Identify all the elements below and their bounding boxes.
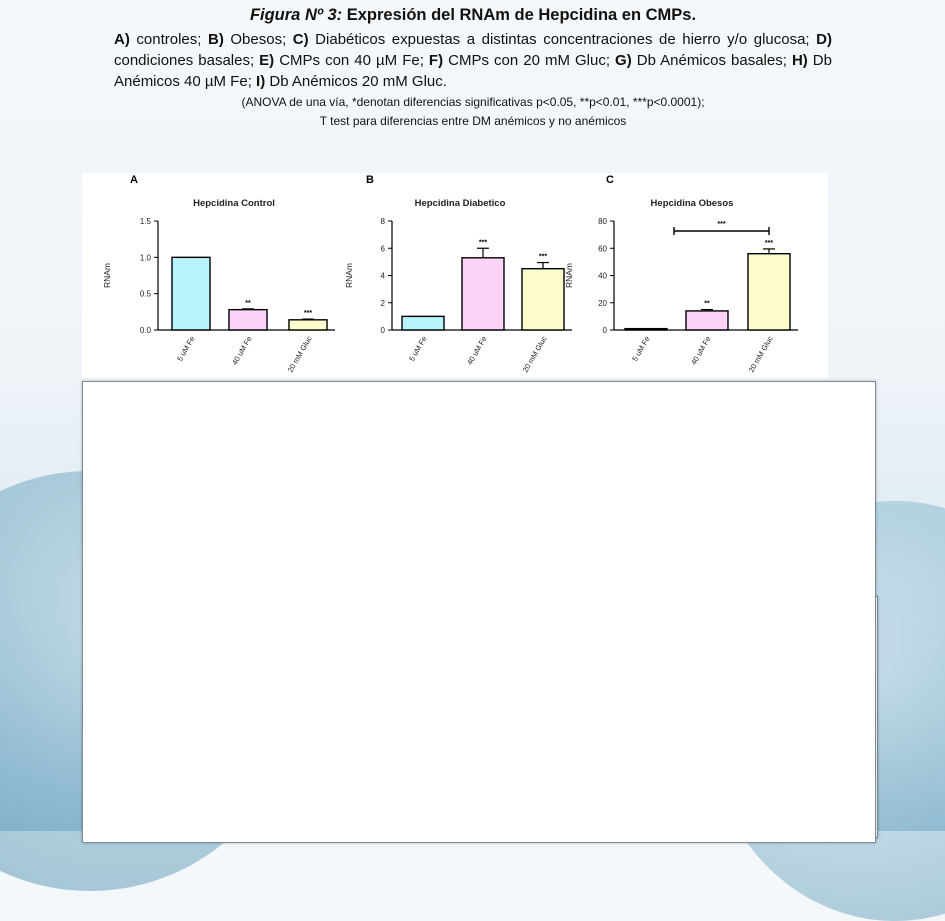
chart-b-ytick-label: 8: [380, 217, 385, 226]
chart-a-panel-letter: A: [130, 174, 138, 186]
caption-part-b: Obesos;: [223, 31, 293, 48]
chart-a-ytick-label: 1.0: [139, 253, 151, 263]
chart-c-ytick-label: 20: [598, 298, 607, 308]
chart-b-ytick-label: 4: [380, 271, 385, 281]
caption-title: [114, 4, 832, 26]
chart-a-ytick-label: 1.5: [139, 217, 151, 226]
figure-label: Figura Nº 3:: [249, 6, 343, 24]
chart-a-ytick-label: 0.0: [139, 326, 151, 335]
chart-c-category-label: 5 uM Fe: [630, 334, 652, 363]
caption-key-b: B): [207, 31, 224, 48]
caption-part-c: Diabéticos expuestas a distintas concentraciones de hierro y/o glucosa;: [308, 31, 817, 48]
caption-key-f: F): [428, 52, 444, 69]
chart-a-bar: [172, 257, 210, 330]
chart-a-significance-label: **: [245, 299, 251, 307]
caption-key-i: I): [256, 73, 266, 90]
caption-part-g: Db Anémicos basales;: [631, 52, 792, 69]
chart-c-category-label: 20 mM Gluc: [746, 334, 775, 375]
chart-c-ylabel: RNAm: [564, 262, 574, 289]
caption-key-a: A): [114, 31, 130, 48]
chart-c-panel-letter: C: [606, 174, 614, 186]
chart-a-significance-label: ***: [303, 310, 313, 318]
chart-b-ytick-label: 2: [380, 298, 385, 308]
chart-a-category-label: 20 mM Gluc: [285, 334, 314, 375]
caption-key-c: C): [292, 31, 309, 48]
chart-c-ytick-label: 0: [602, 326, 607, 335]
chart-b-significance-label: ***: [538, 253, 548, 261]
charts-strip: [82, 173, 828, 378]
chart-a-bar: [229, 310, 267, 330]
chart-b-category-label: 40 uM Fe: [465, 334, 489, 367]
chart-b-panel-letter: B: [366, 174, 374, 186]
caption-part-i: Db Anémicos 20 mM Gluc.: [265, 73, 447, 90]
chart-b-category-label: 20 mM Gluc: [520, 334, 549, 375]
blank-panel-front: [82, 381, 876, 843]
caption-part-f: CMPs con 20 mM Gluc;: [443, 52, 616, 69]
chart-c-bar: [748, 254, 790, 330]
chart-a-category-label: 5 uM Fe: [175, 334, 197, 363]
chart-b-ytick-label: 0: [380, 326, 385, 335]
charts-svg: [82, 173, 828, 378]
figure-caption: [114, 4, 832, 130]
caption-key-e: E): [259, 52, 275, 69]
caption-note-ttest: T test para diferencias entre DM anémicos y no anémicos: [319, 114, 627, 128]
chart-b-bar: [402, 316, 444, 330]
caption-part-h: Db Anémicos 40 µM Fe;: [114, 52, 832, 90]
chart-b-ylabel: RNAm: [344, 262, 354, 289]
chart-b-bar: [522, 269, 564, 330]
caption-part-d: condiciones basales;: [114, 52, 260, 69]
chart-a-category-label: 40 uM Fe: [230, 334, 254, 367]
caption-part-a: controles;: [129, 31, 208, 48]
chart-b-category-label: 5 uM Fe: [407, 334, 429, 363]
chart-b-significance-label: ***: [478, 239, 488, 247]
chart-b-ytick-label: 6: [380, 244, 385, 254]
chart-a-bar: [289, 320, 327, 330]
caption-key-h: H): [791, 52, 808, 69]
caption-body: [114, 29, 832, 92]
chart-a-ylabel: RNAm: [102, 262, 112, 289]
chart-c-ytick-label: 40: [598, 271, 607, 281]
caption-key-d: D): [816, 31, 832, 48]
chart-c-title: Hepcidina Obesos: [650, 198, 734, 209]
chart-b-title: Hepcidina Diabetico: [414, 198, 506, 209]
chart-c-ytick-label: 80: [598, 217, 607, 226]
chart-c-bracket-label: ***: [717, 221, 726, 228]
chart-c-bar: [686, 311, 728, 330]
chart-a-title: Hepcidina Control: [193, 198, 275, 209]
chart-c-ytick-label: 60: [598, 244, 607, 254]
chart-c-category-label: 40 uM Fe: [689, 334, 713, 367]
caption-title-text: Expresión del RNAm de Hepcidina en CMPs.: [342, 6, 697, 24]
chart-c-significance-label: ***: [764, 239, 774, 247]
caption-part-e: CMPs con 40 µM Fe;: [274, 52, 429, 69]
caption-key-g: G): [615, 52, 632, 69]
chart-a-ytick-label: 0.5: [139, 289, 151, 299]
chart-b-bar: [462, 258, 504, 330]
caption-note-anova: (ANOVA de una vía, *denotan diferencias significativas p<0.05, **p<0.01, ***p<0.0001);: [241, 95, 705, 109]
chart-c-bar: [625, 329, 667, 330]
chart-c-significance-label: **: [704, 300, 710, 308]
